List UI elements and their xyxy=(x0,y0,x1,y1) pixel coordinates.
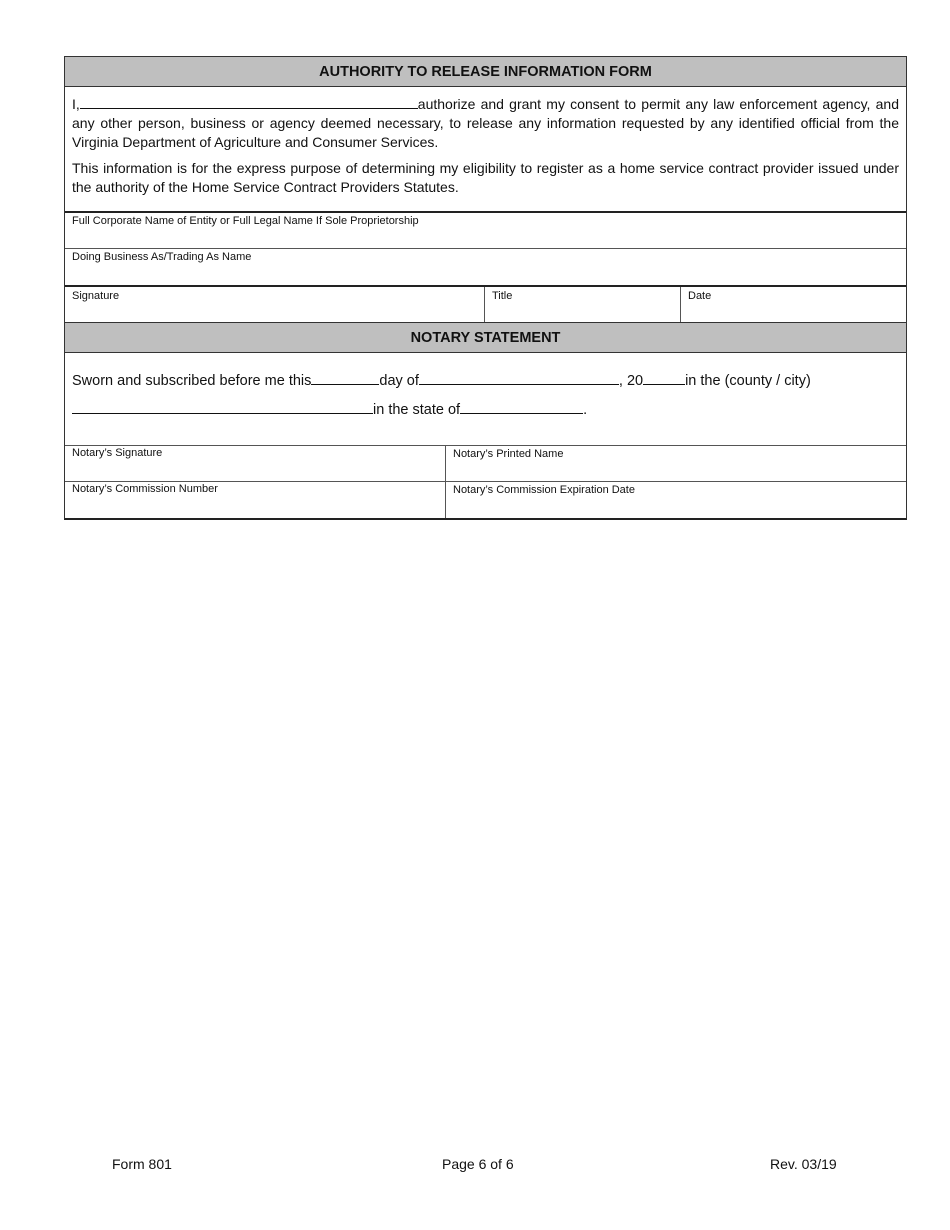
expiration-date-label: Notary’s Commission Expiration Date xyxy=(453,484,635,496)
notary-printed-name-label: Notary’s Printed Name xyxy=(453,448,564,460)
form-title: AUTHORITY TO RELEASE INFORMATION FORM xyxy=(65,57,906,87)
expiration-date-field[interactable] xyxy=(446,482,906,518)
dba-name-field[interactable] xyxy=(65,248,906,285)
state-blank[interactable] xyxy=(460,400,583,414)
period-text: . xyxy=(583,402,588,418)
notary-title: NOTARY STATEMENT xyxy=(65,322,906,353)
signature-field[interactable] xyxy=(65,287,485,322)
consent-prefix: I, xyxy=(72,96,80,112)
notary-signature-field[interactable] xyxy=(65,446,446,481)
signature-label: Signature xyxy=(72,290,120,302)
corporate-name-field[interactable] xyxy=(65,211,906,248)
form-number: Form 801 xyxy=(112,1156,172,1172)
consent-paragraph xyxy=(72,95,899,152)
signature-row xyxy=(65,285,906,322)
title-label: Title xyxy=(492,290,513,302)
commission-number-field[interactable] xyxy=(65,482,446,518)
county-city-text: in the (county / city) xyxy=(685,373,811,389)
dba-name-label: Doing Business As/Trading As Name xyxy=(72,251,252,263)
date-field[interactable] xyxy=(681,287,906,322)
month-blank[interactable] xyxy=(419,371,619,385)
revision-date: Rev. 03/19 xyxy=(770,1156,837,1172)
sworn-text: Sworn and subscribed before me this xyxy=(72,373,312,389)
notary-line-1 xyxy=(72,367,899,396)
date-label: Date xyxy=(688,290,712,302)
state-of-text: in the state of xyxy=(373,402,461,418)
corporate-name-label: Full Corporate Name of Entity or Full Legal Name If Sole Proprietorship xyxy=(72,215,419,227)
page-number: Page 6 of 6 xyxy=(442,1156,514,1172)
day-of-text: day of xyxy=(379,373,419,389)
notary-signature-label: Notary’s Signature xyxy=(72,447,163,459)
applicant-name-blank[interactable] xyxy=(80,95,418,109)
notary-row-2 xyxy=(65,481,906,518)
purpose-paragraph: This information is for the express purpose of determining my eligibility to register as a home service contract provider issued under the authority of the Home Service Contract Providers Statutes. xyxy=(72,160,899,195)
notary-printed-name-field[interactable] xyxy=(446,446,906,481)
county-city-blank[interactable] xyxy=(72,400,373,414)
commission-number-label: Notary’s Commission Number xyxy=(72,483,218,495)
release-form xyxy=(64,56,907,520)
notary-line-2 xyxy=(72,396,899,425)
year-prefix-text: , 20 xyxy=(618,373,644,389)
notary-statement xyxy=(65,353,906,445)
consent-body: authorize and grant my consent to permit any law enforcement agency, and any other person, business or agency deemed necessary, to release any information requested by any identified official from the Virginia Department of Agriculture and Consumer Services. xyxy=(72,96,899,150)
notary-row-1 xyxy=(65,445,906,481)
title-field[interactable] xyxy=(485,287,681,322)
year-blank[interactable] xyxy=(643,371,685,385)
day-blank[interactable] xyxy=(311,371,379,385)
consent-text xyxy=(65,87,906,211)
